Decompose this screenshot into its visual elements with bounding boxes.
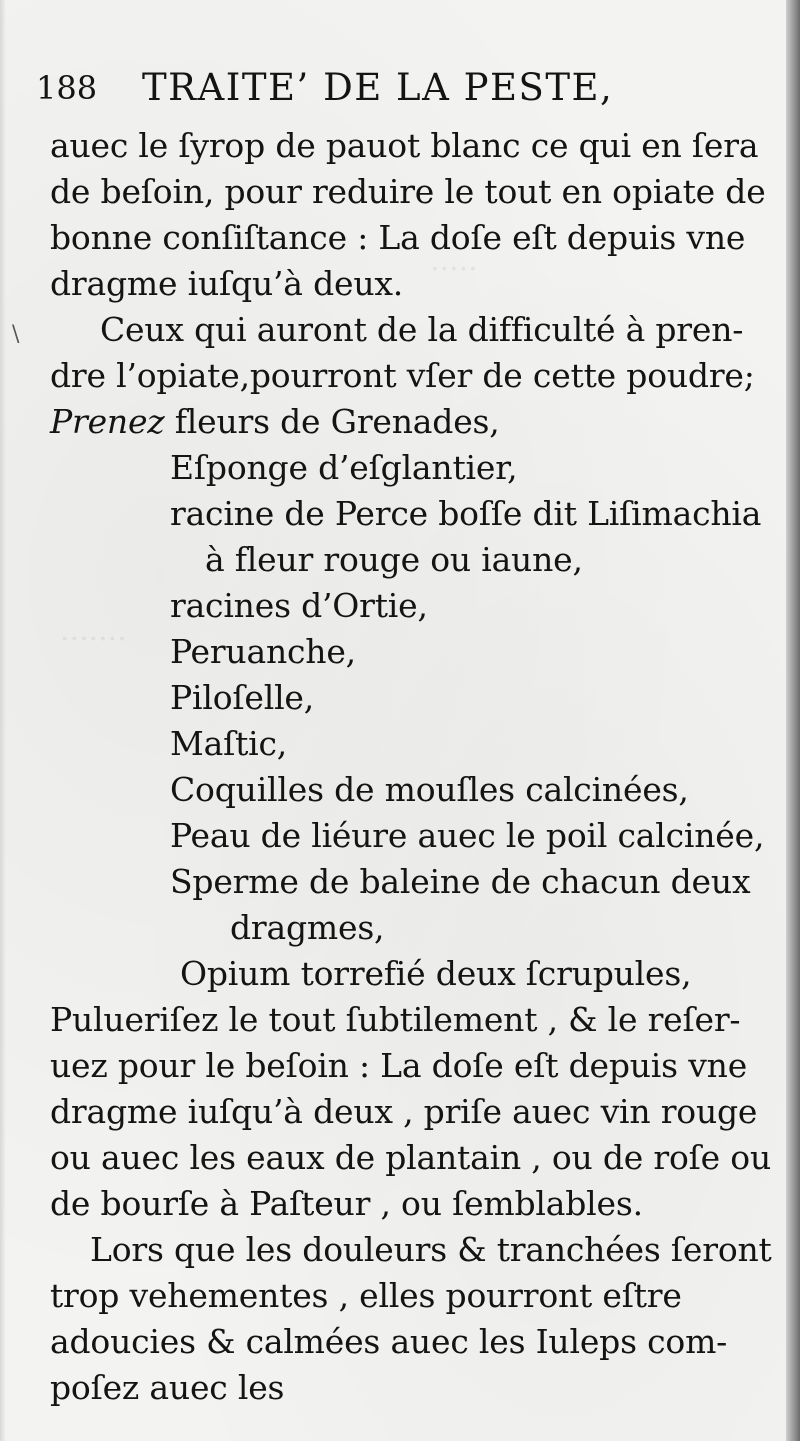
text-line: de beſoin, pour reduire le tout en opiate de bbox=[50, 172, 766, 211]
text-line: adoucies & calmées auec les Iuleps com- bbox=[50, 1322, 728, 1361]
text-line: ou auec les eaux de plantain , ou de roſe ou bbox=[50, 1138, 772, 1177]
ingredient: Peau de liéure auec le poil calcinée, bbox=[170, 816, 765, 855]
ingredient: Eſponge d’eſglantier, bbox=[170, 448, 518, 487]
prenez-label: Prenez bbox=[50, 402, 165, 441]
page-right-edge-shadow bbox=[786, 0, 800, 1441]
show-through-text: ······· bbox=[60, 622, 127, 657]
text-line: de bourſe à Paſteur , ou ſemblables. bbox=[50, 1184, 643, 1223]
ingredient: Coquilles de mouſles calcinées, bbox=[170, 770, 689, 809]
text-line: dragme iuſqu’à deux. bbox=[50, 264, 404, 303]
text-line: poſez auec les bbox=[50, 1368, 285, 1407]
ingredient: dragmes, bbox=[230, 908, 385, 947]
running-title: TRAITE’ DE LA PESTE, bbox=[142, 66, 614, 109]
text-line: bonne conſiſtance : La doſe eſt depuis vne bbox=[50, 218, 746, 257]
ingredient: Peruanche, bbox=[170, 632, 356, 671]
ingredient: à fleur rouge ou iaune, bbox=[205, 540, 583, 579]
recipe-first-line bbox=[50, 402, 500, 442]
ingredient: Piloſelle, bbox=[170, 678, 315, 717]
ingredient: racine de Perce boſſe dit Liſimachia bbox=[170, 494, 762, 533]
ingredient: Sperme de baleine de chacun deux bbox=[170, 862, 751, 901]
page-number: 188 bbox=[36, 69, 98, 107]
ingredient: racines d’Ortie, bbox=[170, 586, 428, 625]
ingredient: Maſtic, bbox=[170, 724, 288, 763]
text-line: dragme iuſqu’à deux , priſe auec vin rouge bbox=[50, 1092, 758, 1131]
text-line: auec le ſyrop de pauot blanc ce qui en ſera bbox=[50, 126, 759, 165]
text-line: Lors que les douleurs & tranchées ſeront bbox=[90, 1230, 772, 1269]
ingredient: Opium torrefié deux ſcrupules, bbox=[180, 954, 692, 993]
margin-mark: \ bbox=[12, 322, 20, 347]
show-through-text: ····· bbox=[430, 252, 478, 287]
ingredient: fleurs de Grenades, bbox=[174, 402, 500, 441]
text-line: trop vehementes , elles pourront eſtre bbox=[50, 1276, 682, 1315]
text-line: dre l’opiate,pourront vſer de cette poudre; bbox=[50, 356, 755, 395]
running-header bbox=[36, 66, 736, 112]
page-left-edge bbox=[0, 0, 6, 1441]
text-line: uez pour le beſoin : La doſe eſt depuis vne bbox=[50, 1046, 748, 1085]
text-line: Pulueriſez le tout ſubtilement , & le reſer- bbox=[50, 1000, 741, 1039]
text-line: Ceux qui auront de la difficulté à pren- bbox=[100, 310, 744, 349]
